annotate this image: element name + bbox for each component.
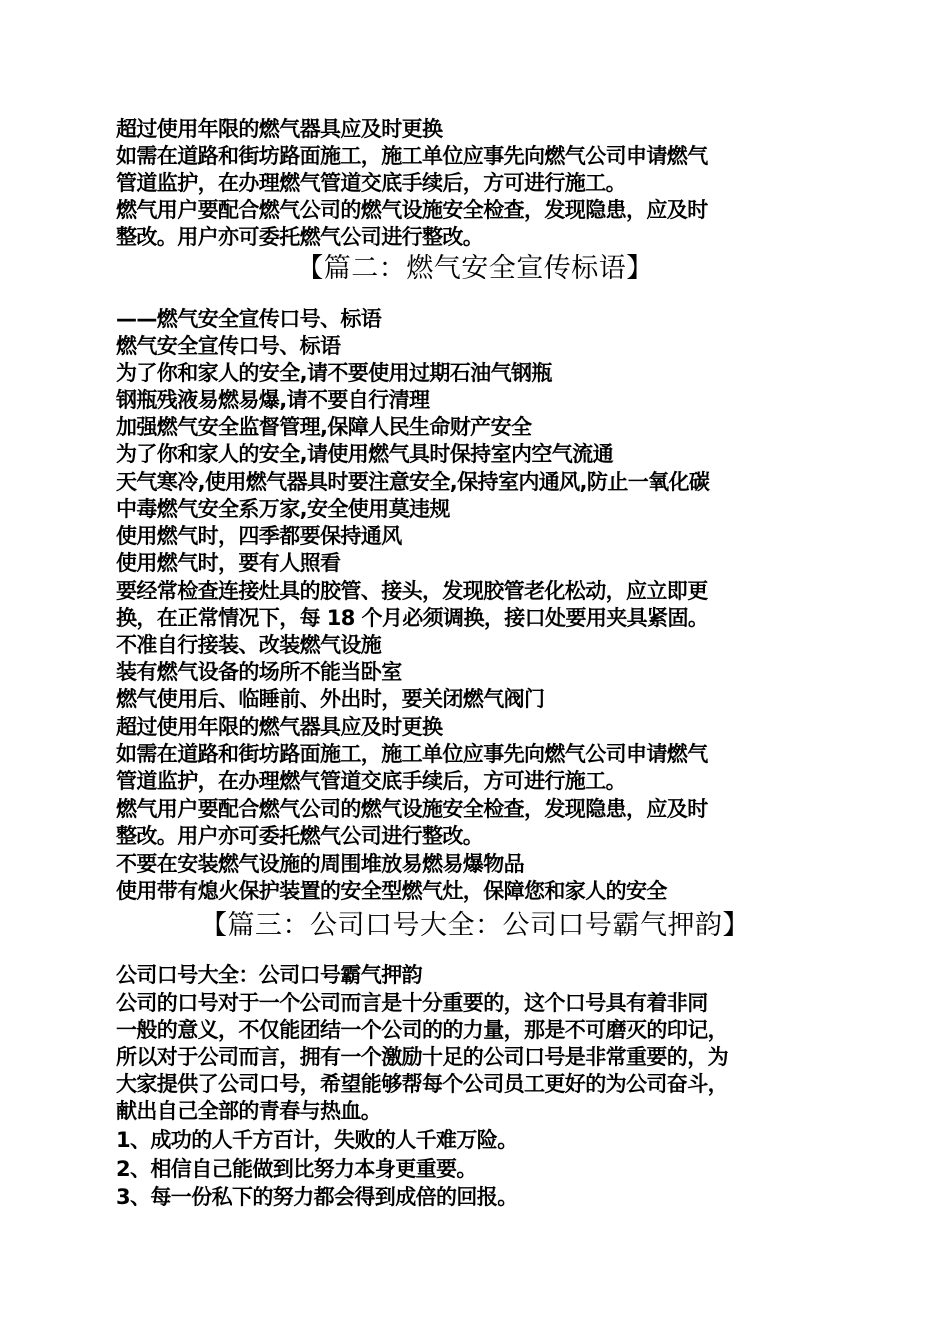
paragraph-line: 燃气使用后、临睡前、外出时，要关闭燃气阀门 — [116, 687, 545, 711]
paragraph-line: 加强燃气安全监督管理,保障人民生命财产安全 — [116, 415, 532, 439]
paragraph-line: 燃气用户要配合燃气公司的燃气设施安全检查，发现隐患，应及时 — [116, 797, 708, 821]
paragraph-line: 装有燃气设备的场所不能当卧室 — [116, 660, 402, 684]
paragraph-line: 不要在安装燃气设施的周围堆放易燃易爆物品 — [116, 852, 524, 876]
paragraph-line: 为了你和家人的安全,请使用燃气具时保持室内空气流通 — [116, 442, 613, 466]
paragraph-line: 所以对于公司而言，拥有一个激励十足的公司口号是非常重要的，为 — [116, 1045, 728, 1069]
paragraph-line: 公司的口号对于一个公司而言是十分重要的，这个口号具有着非同 — [116, 991, 708, 1015]
paragraph-line: 大家提供了公司口号，希望能够帮每个公司员工更好的为公司奋斗， — [116, 1072, 728, 1096]
paragraph-line: 献出自己全部的青春与热血。 — [116, 1099, 382, 1123]
paragraph-line: 为了你和家人的安全,请不要使用过期石油气钢瓶 — [116, 361, 552, 385]
paragraph-line: 超过使用年限的燃气器具应及时更换 — [116, 117, 443, 141]
paragraph-line: 中毒燃气安全系万家,安全使用莫违规 — [116, 497, 450, 521]
paragraph-line: 换，在正常情况下，每 18 个月必须调换，接口处要用夹具紧固。 — [116, 606, 709, 630]
paragraph-line: 燃气用户要配合燃气公司的燃气设施安全检查，发现隐患，应及时 — [116, 198, 708, 222]
paragraph-line: 管道监护，在办理燃气管道交底手续后，方可进行施工。 — [116, 769, 626, 793]
list-item: 1、成功的人千方百计，失败的人千难万险。 — [116, 1128, 518, 1152]
list-item: 3、每一份私下的努力都会得到成倍的回报。 — [116, 1185, 518, 1209]
paragraph-line: 公司口号大全：公司口号霸气押韵 — [116, 963, 422, 987]
paragraph-line: 如需在道路和街坊路面施工，施工单位应事先向燃气公司申请燃气 — [116, 742, 708, 766]
paragraph-line: 不准自行接装、改装燃气设施 — [116, 633, 382, 657]
list-item: 2、相信自己能做到比努力本身更重要。 — [116, 1157, 477, 1181]
paragraph-line: 管道监护，在办理燃气管道交底手续后，方可进行施工。 — [116, 171, 626, 195]
paragraph-line: ——燃气安全宣传口号、标语 — [116, 307, 382, 331]
paragraph-line: 整改。用户亦可委托燃气公司进行整改。 — [116, 824, 484, 848]
paragraph-line: 要经常检查连接灶具的胶管、接头，发现胶管老化松动，应立即更 — [116, 579, 708, 603]
paragraph-line: 超过使用年限的燃气器具应及时更换 — [116, 715, 443, 739]
section-heading-3: 【篇三：公司口号大全：公司口号霸气押韵】 — [200, 910, 750, 941]
paragraph-line: 天气寒冷,使用燃气器具时要注意安全,保持室内通风,防止一氧化碳 — [116, 470, 710, 494]
section-heading-2: 【篇二：燃气安全宣传标语】 — [296, 253, 654, 284]
paragraph-line: 一般的意义，不仅能团结一个公司的的力量，那是不可磨灭的印记， — [116, 1018, 728, 1042]
paragraph-line: 整改。用户亦可委托燃气公司进行整改。 — [116, 225, 484, 249]
paragraph-line: 使用带有熄火保护装置的安全型燃气灶，保障您和家人的安全 — [116, 879, 667, 903]
paragraph-line: 燃气安全宣传口号、标语 — [116, 334, 341, 358]
paragraph-line: 使用燃气时，要有人照看 — [116, 551, 341, 575]
paragraph-line: 钢瓶残液易燃易爆,请不要自行清理 — [116, 388, 430, 412]
paragraph-line: 如需在道路和街坊路面施工，施工单位应事先向燃气公司申请燃气 — [116, 144, 708, 168]
paragraph-line: 使用燃气时，四季都要保持通风 — [116, 524, 402, 548]
